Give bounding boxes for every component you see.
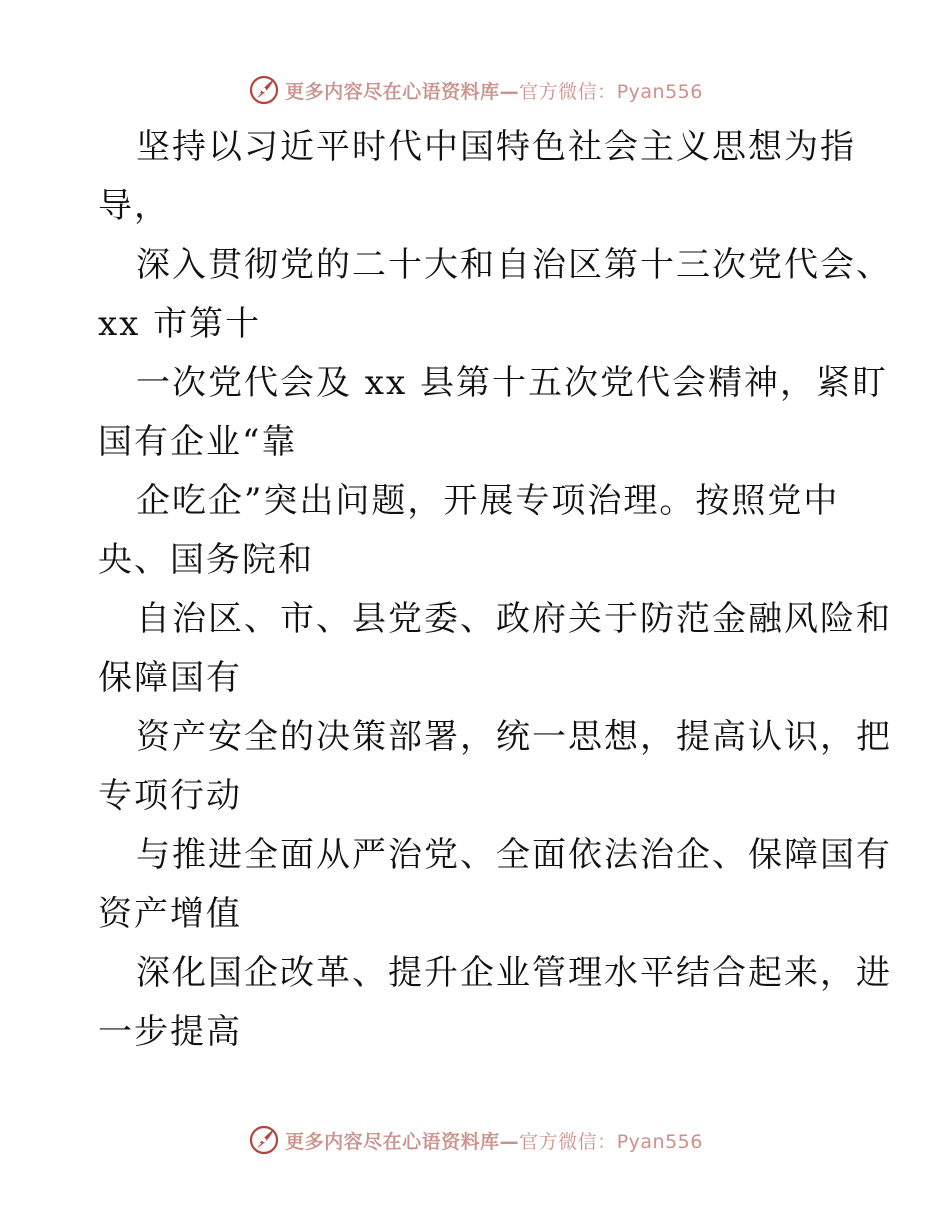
watermark-text — [285, 77, 703, 104]
watermark-brand: 更多内容尽在心语资料库 — [285, 80, 500, 103]
watermark-wechat-label: 官方微信： — [519, 1130, 617, 1153]
watermark-wechat-id: Pyan556 — [616, 1130, 703, 1153]
text-line: 自治区、市、县党委、政府关于防范金融风险和 — [136, 599, 892, 639]
watermark-text — [285, 1127, 703, 1154]
text-line: 专项行动 — [98, 776, 242, 816]
text-line: 导， — [98, 186, 170, 226]
document-body — [98, 118, 892, 1062]
watermark-separator: — — [499, 80, 520, 103]
text-line: 与推进全面从严治党、全面依法治企、保障国有 — [136, 835, 892, 875]
watermark-brand: 更多内容尽在心语资料库 — [285, 1130, 500, 1153]
text-line: 一次党代会及 xx 县第十五次党代会精神，紧盯 — [136, 363, 888, 403]
watermark-wechat-id: Pyan556 — [616, 80, 703, 103]
text-line: 国有企业“靠 — [98, 422, 298, 462]
text-line: 深化国企改革、提升企业管理水平结合起来，进 — [136, 953, 892, 993]
quill-pen-logo-icon — [247, 1123, 281, 1157]
text-line: 保障国有 — [98, 658, 242, 698]
quill-pen-logo-icon — [247, 73, 281, 107]
text-line: xx 市第十 — [98, 304, 262, 344]
text-line: 央、国务院和 — [98, 540, 314, 580]
footer-watermark — [0, 1120, 950, 1160]
text-line: 资产增值 — [98, 894, 242, 934]
watermark-separator: — — [499, 1130, 520, 1153]
text-line: 一步提高 — [98, 1012, 242, 1052]
header-watermark — [0, 70, 950, 110]
text-line: 坚持以习近平时代中国特色社会主义思想为指 — [136, 127, 856, 167]
text-line: 资产安全的决策部署，统一思想，提高认识，把 — [136, 717, 892, 757]
text-line: 企吃企”突出问题，开展专项治理。按照党中 — [136, 481, 840, 521]
watermark-wechat-label: 官方微信： — [519, 80, 617, 103]
text-line: 深入贯彻党的二十大和自治区第十三次党代会、 — [136, 245, 892, 285]
